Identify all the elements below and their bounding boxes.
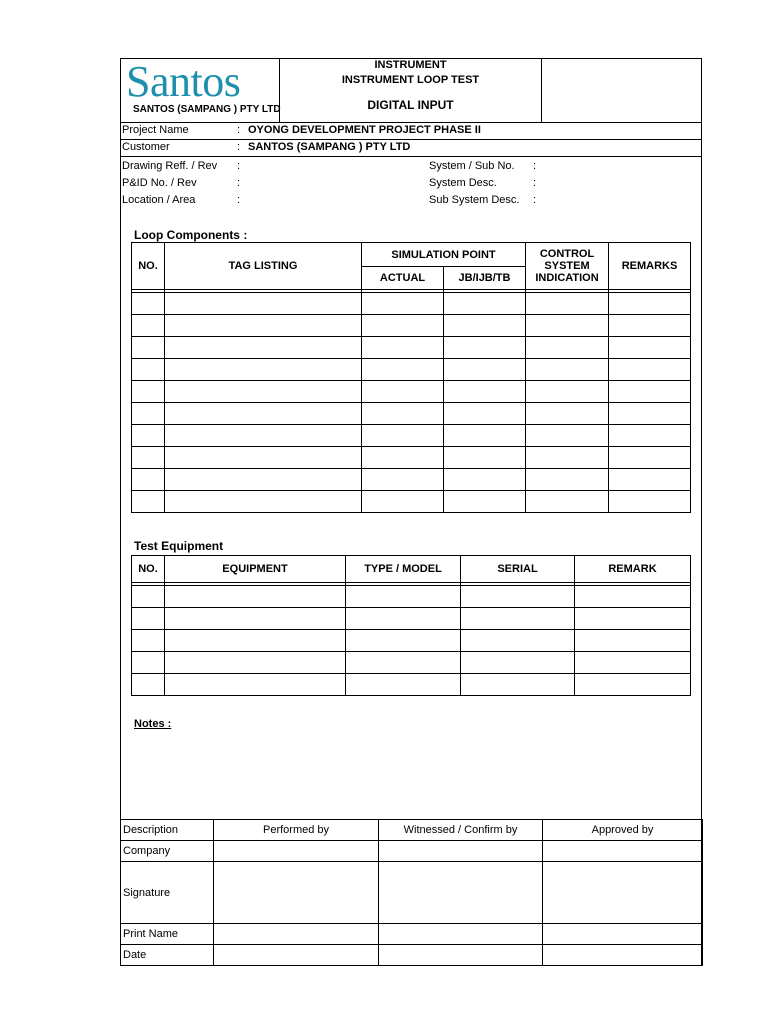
- table-row: [132, 469, 691, 491]
- doc-title-line1: INSTRUMENT: [374, 59, 447, 71]
- signoff-signature-label: Signature: [121, 862, 214, 924]
- info-rule-1: [120, 139, 702, 140]
- signoff-signature-cell[interactable]: [379, 862, 543, 924]
- colon: :: [237, 177, 241, 189]
- signoff-date-label: Date: [121, 945, 214, 966]
- info-rule-2: [120, 156, 702, 157]
- table-row: [132, 425, 691, 447]
- col-header-no: NO.: [132, 243, 165, 290]
- system-no-label: System / Sub No.: [429, 160, 515, 172]
- colon: :: [533, 160, 537, 172]
- signoff-description-label: Description: [121, 820, 214, 841]
- control-line-3: INDICATION: [535, 272, 599, 284]
- signoff-witnessed-by: Witnessed / Confirm by: [379, 820, 543, 841]
- signoff-date-cell[interactable]: [379, 945, 543, 966]
- col-header-serial: SERIAL: [461, 556, 575, 583]
- table-row: [132, 381, 691, 403]
- location-label: Location / Area: [122, 194, 196, 206]
- colon: :: [237, 124, 241, 136]
- table-row: [132, 337, 691, 359]
- col-header-no: NO.: [132, 556, 165, 583]
- pid-no-label: P&ID No. / Rev: [122, 177, 197, 189]
- signoff-approved-by: Approved by: [543, 820, 703, 841]
- signoff-date-cell[interactable]: [543, 945, 703, 966]
- control-line-1: CONTROL: [539, 248, 595, 260]
- table-row: [132, 447, 691, 469]
- customer-label: Customer: [122, 141, 170, 153]
- table-row: [132, 293, 691, 315]
- signoff-performed-by: Performed by: [214, 820, 379, 841]
- company-name: SANTOS (SAMPANG ) PTY LTD: [133, 104, 281, 115]
- control-line-2: SYSTEM: [544, 260, 590, 272]
- col-header-jb: JB/IJB/TB: [444, 267, 526, 290]
- signoff-company-label: Company: [121, 841, 214, 862]
- table-row: [132, 491, 691, 513]
- col-header-remarks: REMARKS: [609, 243, 691, 290]
- doc-title-line3: DIGITAL INPUT: [367, 98, 454, 112]
- colon: :: [237, 194, 241, 206]
- signoff-print-name-cell[interactable]: [214, 924, 379, 945]
- project-name-label: Project Name: [122, 124, 189, 136]
- signoff-signature-cell[interactable]: [543, 862, 703, 924]
- signoff-signature-cell[interactable]: [214, 862, 379, 924]
- santos-logo: Santos: [126, 57, 241, 106]
- header-divider-right: [541, 58, 542, 122]
- signoff-company-cell[interactable]: [214, 841, 379, 862]
- subsystem-desc-label: Sub System Desc.: [429, 194, 520, 206]
- signoff-company-cell[interactable]: [543, 841, 703, 862]
- table-row: [132, 315, 691, 337]
- col-header-equipment: EQUIPMENT: [165, 556, 346, 583]
- col-header-control-system-indication: [526, 243, 609, 290]
- colon: :: [533, 194, 537, 206]
- signoff-company-cell[interactable]: [379, 841, 543, 862]
- table-row: [132, 359, 691, 381]
- loop-components-table: [131, 242, 691, 513]
- loop-components-heading: Loop Components :: [134, 228, 248, 242]
- customer-value: SANTOS (SAMPANG ) PTY LTD: [248, 141, 411, 153]
- colon: :: [237, 160, 241, 172]
- table-row: [132, 652, 691, 674]
- test-equipment-table: [131, 555, 691, 696]
- table-row: [132, 403, 691, 425]
- colon: :: [533, 177, 537, 189]
- system-desc-label: System Desc.: [429, 177, 497, 189]
- col-header-actual: ACTUAL: [362, 267, 444, 290]
- table-row: [132, 674, 691, 696]
- signoff-print-name-cell[interactable]: [379, 924, 543, 945]
- col-header-remark: REMARK: [575, 556, 691, 583]
- notes-heading: Notes :: [134, 718, 172, 730]
- test-equipment-heading: Test Equipment: [134, 539, 224, 553]
- header-bottom-rule: [120, 122, 702, 123]
- doc-title-line2: INSTRUMENT LOOP TEST: [341, 74, 480, 86]
- signoff-print-name-cell[interactable]: [543, 924, 703, 945]
- signoff-date-cell[interactable]: [214, 945, 379, 966]
- col-header-simulation-point: SIMULATION POINT: [362, 243, 526, 267]
- table-row: [132, 608, 691, 630]
- table-row: [132, 630, 691, 652]
- colon: :: [237, 141, 241, 153]
- col-header-tag-listing: TAG LISTING: [165, 243, 362, 290]
- table-row: [132, 586, 691, 608]
- project-name-value: OYONG DEVELOPMENT PROJECT PHASE II: [248, 124, 481, 136]
- col-header-type-model: TYPE / MODEL: [346, 556, 461, 583]
- drawing-ref-label: Drawing Reff. / Rev: [122, 160, 218, 172]
- signoff-table: [120, 819, 703, 966]
- signoff-print-name-label: Print Name: [121, 924, 214, 945]
